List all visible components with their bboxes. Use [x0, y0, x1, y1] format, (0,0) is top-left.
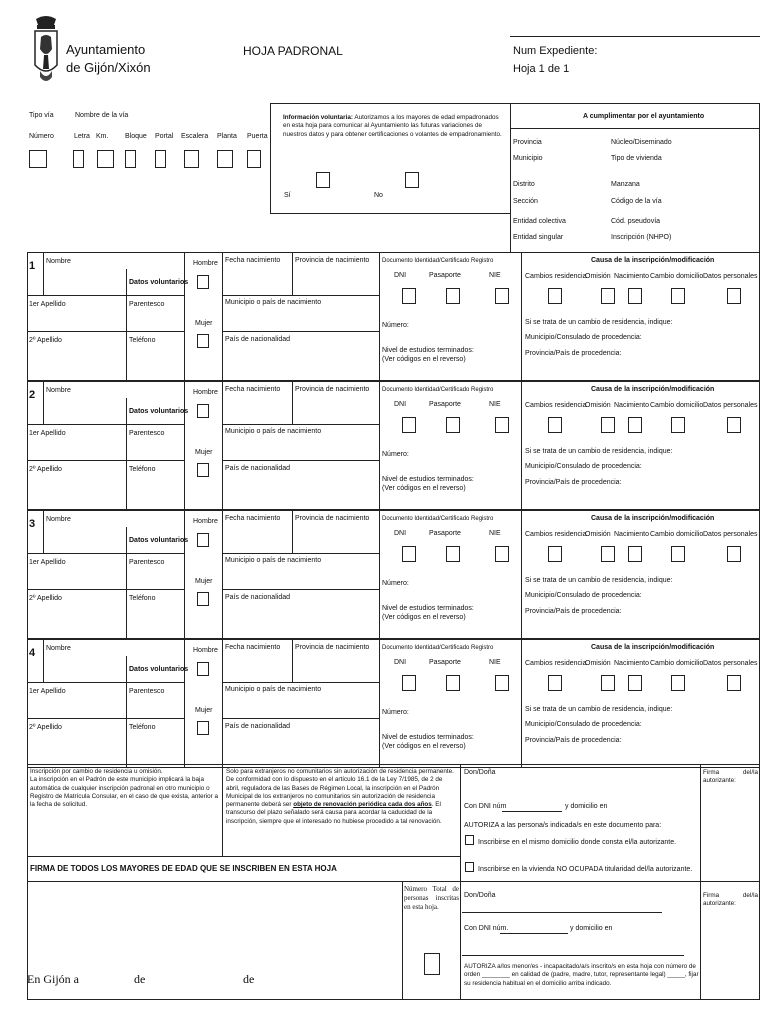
pasaporte-checkbox[interactable] — [446, 417, 460, 433]
dni-line-2[interactable] — [500, 933, 568, 934]
causa-checkbox[interactable] — [628, 546, 642, 562]
numero-label: Número: — [382, 451, 409, 458]
council-field-label: Código de la vía — [611, 198, 662, 205]
person-divider — [379, 381, 380, 510]
expediente-label: Num Expediente: — [513, 45, 598, 57]
person-divider — [43, 381, 44, 424]
causa-option-label: Omisión — [585, 660, 611, 667]
council-field-label: Núcleo/Diseminado — [611, 139, 672, 146]
mujer-label: Mujer — [195, 707, 213, 714]
tipo-via-label: Tipo vía — [29, 112, 54, 119]
causa-option-label: Datos personales — [703, 660, 758, 667]
person-number: 2 — [29, 389, 36, 401]
address-field-label: Km. — [96, 133, 109, 140]
causa-label: Causa de la inscripción/modificación — [591, 644, 715, 651]
option-mismo-domicilio-label: Inscribirse en el mismo domicilio donde consta el/la autorizante. — [478, 839, 677, 846]
fecha-nacimiento-label: Fecha nacimiento — [225, 386, 281, 393]
nie-checkbox[interactable] — [495, 417, 509, 433]
nie-label: NIE — [489, 659, 501, 666]
person-divider — [43, 639, 44, 682]
domicilio-line-2[interactable] — [462, 955, 684, 956]
causa-option-label: Nacimiento — [614, 531, 650, 538]
pais-nacionalidad-label: País de nacionalidad — [225, 723, 290, 730]
telefono-label: Teléfono — [129, 337, 156, 344]
hombre-checkbox[interactable] — [197, 275, 209, 289]
apellido1-label: 1er Apellido — [29, 688, 66, 695]
cambio-residencia-label: Si se trata de un cambio de residencia, indique: — [525, 319, 673, 326]
telefono-label: Teléfono — [129, 466, 156, 473]
person-divider — [222, 252, 223, 381]
autoriza-menores-text: AUTORIZA a/los menor/es - incapacitado/a/s inscrito/s en esta hoja con número de orden ________ en calidad de (padre, madre, tutor, representante legal) _____, fijar su residencia habitual en el domicilio arriba indicado. — [464, 963, 699, 987]
person-rule — [27, 424, 184, 425]
nivel-estudios-note: (Ver códigos en el reverso) — [382, 485, 466, 492]
hombre-label: Hombre — [193, 260, 218, 267]
provincia-procedencia-label: Provincia/País de procedencia: — [525, 608, 622, 615]
pasaporte-checkbox[interactable] — [446, 288, 460, 304]
address-field-input[interactable] — [247, 150, 261, 168]
person-rule — [222, 424, 379, 425]
mujer-label: Mujer — [195, 449, 213, 456]
apellido1-label: 1er Apellido — [29, 559, 66, 566]
causa-option-label: Cambios residencia — [525, 531, 587, 538]
de-label-1: de — [134, 972, 146, 986]
residence-change-note: Inscripción por cambio de residencia u omisión. La inscripción en el Padrón de este municipio implicará la baja automática de cualquier inscripción padronal en otro municipio o Registro de Matrícula Consular, en el caso de que exista, anterior a la fecha de solicitud. — [30, 768, 218, 809]
address-field-input[interactable] — [184, 150, 199, 168]
nie-label: NIE — [489, 530, 501, 537]
person-divider — [184, 252, 185, 381]
option-mismo-domicilio-checkbox[interactable] — [465, 835, 474, 845]
person-number: 3 — [29, 518, 36, 530]
pais-nacionalidad-label: País de nacionalidad — [225, 465, 290, 472]
fecha-nacimiento-label: Fecha nacimiento — [225, 257, 281, 264]
person-divider — [43, 510, 44, 553]
mujer-checkbox[interactable] — [197, 721, 209, 735]
hoja-label: Hoja 1 de 1 — [513, 63, 570, 75]
dni-label: DNI — [394, 272, 407, 279]
causa-checkbox[interactable] — [548, 546, 562, 562]
causa-option-label: Nacimiento — [614, 273, 650, 280]
pasaporte-checkbox[interactable] — [446, 675, 460, 691]
municipio-procedencia-label: Municipio/Consulado de procedencia: — [525, 334, 642, 341]
person-divider — [521, 510, 522, 639]
provincia-procedencia-label: Provincia/País de procedencia: — [525, 479, 622, 486]
causa-checkbox[interactable] — [727, 675, 741, 691]
coat-of-arms-logo — [30, 15, 62, 90]
apellido2-label: 2º Apellido — [29, 595, 62, 602]
pasaporte-label: Pasaporte — [429, 272, 461, 279]
nie-label: NIE — [489, 401, 501, 408]
address-field-label: Número — [29, 133, 54, 140]
dni-checkbox[interactable] — [402, 288, 416, 304]
causa-label: Causa de la inscripción/modificación — [591, 386, 715, 393]
si-label: Sí — [284, 192, 291, 199]
person-rule — [27, 718, 184, 719]
causa-checkbox[interactable] — [671, 675, 685, 691]
de-label-2: de — [243, 972, 255, 986]
person-rule — [222, 295, 379, 296]
person-divider — [521, 252, 522, 381]
address-field-input[interactable] — [217, 150, 233, 168]
address-field-label: Puerta — [247, 133, 268, 140]
person-divider — [184, 381, 185, 510]
dni-num-label-1: Con DNI núm — [464, 803, 507, 810]
don-dona-line-2[interactable] — [462, 912, 662, 913]
numero-label: Número: — [382, 322, 409, 329]
mujer-label: Mujer — [195, 578, 213, 585]
hombre-checkbox[interactable] — [197, 662, 209, 676]
pais-nacionalidad-label: País de nacionalidad — [225, 594, 290, 601]
municipio-procedencia-label: Municipio/Consulado de procedencia: — [525, 463, 642, 470]
person-rule — [27, 331, 184, 332]
person-divider — [292, 639, 293, 682]
domicilio-label-2: y domicilio en — [570, 925, 613, 932]
nombre-label: Nombre — [46, 645, 71, 652]
cambio-residencia-label: Si se trata de un cambio de residencia, indique: — [525, 577, 673, 584]
person-rule — [222, 553, 379, 554]
dni-num-label-2: Con DNI núm. — [464, 925, 509, 932]
causa-label: Causa de la inscripción/modificación — [591, 515, 715, 522]
bottom-divider-3 — [700, 764, 701, 1000]
address-field-label: Letra — [74, 133, 90, 140]
person-divider — [379, 252, 380, 381]
nivel-estudios-note: (Ver códigos en el reverso) — [382, 743, 466, 750]
telefono-label: Teléfono — [129, 595, 156, 602]
org-name-line1: Ayuntamiento — [66, 42, 146, 57]
address-field-input[interactable] — [125, 150, 136, 168]
apellido1-label: 1er Apellido — [29, 301, 66, 308]
person-rule — [27, 295, 184, 296]
numero-total-box[interactable] — [424, 953, 440, 975]
apellido2-label: 2º Apellido — [29, 466, 62, 473]
fecha-nacimiento-label: Fecha nacimiento — [225, 644, 281, 651]
no-label: No — [374, 192, 383, 199]
nie-checkbox[interactable] — [495, 546, 509, 562]
bottom-rule-1 — [27, 856, 460, 857]
person-divider — [292, 510, 293, 553]
person-divider — [521, 639, 522, 768]
cambio-residencia-label: Si se trata de un cambio de residencia, indique: — [525, 448, 673, 455]
voluntary-info-text: Información voluntaria: Autorizamos a los mayores de edad empadronados en esta hoja para comunicar al Ayuntamiento las futuras variaciones de nuestros datos y para obtener certificaciones o volantes de empadronamiento. — [283, 114, 502, 138]
documento-label: Documento Identidad/Certificado Registro — [382, 645, 494, 651]
municipio-nacimiento-label: Municipio o país de nacimiento — [225, 557, 322, 564]
address-field-input[interactable] — [155, 150, 166, 168]
numero-label: Número: — [382, 709, 409, 716]
provincia-nacimiento-label: Provincia de nacimiento — [295, 386, 370, 393]
person-rule — [222, 460, 379, 461]
dni-label: DNI — [394, 659, 407, 666]
municipio-procedencia-label: Municipio/Consulado de procedencia: — [525, 721, 642, 728]
parentesco-label: Parentesco — [129, 688, 165, 695]
don-dona-label-1: Don/Doña — [464, 769, 496, 776]
address-field-label: Bloque — [125, 133, 147, 140]
council-field-label: Entidad colectiva — [513, 218, 566, 225]
telefono-label: Teléfono — [129, 724, 156, 731]
dni-label: DNI — [394, 530, 407, 537]
causa-option-label: Omisión — [585, 273, 611, 280]
causa-option-label: Cambios residencia — [525, 402, 587, 409]
domicilio-label-1: y domicilio en — [565, 803, 608, 810]
nivel-estudios-note: (Ver códigos en el reverso) — [382, 356, 466, 363]
causa-checkbox[interactable] — [548, 675, 562, 691]
documento-label: Documento Identidad/Certificado Registro — [382, 516, 494, 522]
municipio-nacimiento-label: Municipio o país de nacimiento — [225, 686, 322, 693]
header-rule — [510, 36, 760, 37]
dni-line-1[interactable] — [502, 811, 562, 812]
causa-checkbox[interactable] — [727, 417, 741, 433]
person-divider — [126, 656, 127, 768]
non-eu-renewal-note: Solo para extranjeros no comunitarios sin autorización de residencia permanente. De conformidad con lo dispuesto en el artículo 16.1 de la Ley 7/1985, de 2 de abril, reguladora de las Bases de Régimen Local, la inscripción en el Padrón Municipal de los extranjeros no comunitarios sin autorización de residencia permanente deberá ser objeto de renovación periódica cada dos años. El transcurso del plazo señalado será causa para acordar la caducidad de la inscripción, siempre que el interesado no hubiese procedido a tal renovación. — [226, 768, 454, 825]
causa-checkbox[interactable] — [548, 417, 562, 433]
numero-total-label: Número Total de personas inscritas en esta hoja. — [404, 885, 459, 912]
provincia-nacimiento-label: Provincia de nacimiento — [295, 257, 370, 264]
hombre-checkbox[interactable] — [197, 533, 209, 547]
person-divider — [184, 510, 185, 639]
person-rule — [222, 718, 379, 719]
no-checkbox[interactable] — [405, 172, 419, 188]
causa-checkbox[interactable] — [548, 288, 562, 304]
mujer-checkbox[interactable] — [197, 592, 209, 606]
address-field-input[interactable] — [29, 150, 47, 168]
address-field-label: Portal — [155, 133, 174, 140]
bottom-divider-4 — [402, 881, 403, 1000]
causa-checkbox[interactable] — [727, 546, 741, 562]
hombre-checkbox[interactable] — [197, 404, 209, 418]
dni-checkbox[interactable] — [402, 675, 416, 691]
person-divider — [222, 381, 223, 510]
council-title: A cumplimentar por el ayuntamiento — [583, 113, 705, 120]
person-divider — [126, 269, 127, 381]
causa-checkbox[interactable] — [601, 417, 615, 433]
apellido2-label: 2º Apellido — [29, 724, 62, 731]
causa-checkbox[interactable] — [671, 417, 685, 433]
causa-checkbox[interactable] — [628, 675, 642, 691]
council-field-label: Sección — [513, 198, 538, 205]
causa-checkbox[interactable] — [601, 675, 615, 691]
nivel-estudios-label: Nivel de estudios terminados: — [382, 605, 474, 612]
mujer-checkbox[interactable] — [197, 463, 209, 477]
causa-checkbox[interactable] — [671, 546, 685, 562]
council-box — [510, 103, 760, 253]
provincia-nacimiento-label: Provincia de nacimiento — [295, 644, 370, 651]
council-field-label: Municipio — [513, 155, 543, 162]
municipio-procedencia-label: Municipio/Consulado de procedencia: — [525, 592, 642, 599]
person-block — [0, 510, 768, 639]
datos-voluntarios-label: Datos voluntarios — [129, 408, 189, 415]
person-divider — [379, 639, 380, 768]
nie-label: NIE — [489, 272, 501, 279]
datos-voluntarios-label: Datos voluntarios — [129, 279, 189, 286]
council-field-label: Tipo de vivienda — [611, 155, 662, 162]
page-title: HOJA PADRONAL — [243, 44, 343, 58]
fecha-nacimiento-label: Fecha nacimiento — [225, 515, 281, 522]
org-name-line2: de Gijón/Xixón — [66, 60, 151, 75]
council-field-label: Distrito — [513, 181, 535, 188]
pasaporte-label: Pasaporte — [429, 530, 461, 537]
person-divider — [521, 381, 522, 510]
option-no-ocupada-checkbox[interactable] — [465, 862, 474, 872]
person-block — [0, 381, 768, 510]
numero-label: Número: — [382, 580, 409, 587]
firma-todos-heading: FIRMA DE TODOS LOS MAYORES DE EDAD QUE SE INSCRIBEN EN ESTA HOJA — [30, 864, 337, 873]
nombre-via-label: Nombre de la vía — [75, 112, 129, 119]
documento-label: Documento Identidad/Certificado Registro — [382, 387, 494, 393]
person-rule — [27, 553, 184, 554]
causa-option-label: Datos personales — [703, 531, 758, 538]
causa-checkbox[interactable] — [601, 288, 615, 304]
municipio-nacimiento-label: Municipio o país de nacimiento — [225, 299, 322, 306]
person-block — [0, 639, 768, 768]
dni-checkbox[interactable] — [402, 546, 416, 562]
nivel-estudios-label: Nivel de estudios terminados: — [382, 347, 474, 354]
hombre-label: Hombre — [193, 518, 218, 525]
address-field-label: Escalera — [181, 133, 209, 140]
address-field-input[interactable] — [97, 150, 114, 168]
person-divider — [126, 398, 127, 510]
datos-voluntarios-label: Datos voluntarios — [129, 666, 189, 673]
nombre-label: Nombre — [46, 516, 71, 523]
council-field-label: Cód. pseudovía — [611, 218, 661, 225]
municipio-nacimiento-label: Municipio o país de nacimiento — [225, 428, 322, 435]
parentesco-label: Parentesco — [129, 430, 165, 437]
nombre-label: Nombre — [46, 258, 71, 265]
hombre-label: Hombre — [193, 389, 218, 396]
bottom-rule-2 — [27, 881, 760, 882]
address-field-label: Planta — [217, 133, 237, 140]
pasaporte-label: Pasaporte — [429, 401, 461, 408]
pais-nacionalidad-label: País de nacionalidad — [225, 336, 290, 343]
causa-label: Causa de la inscripción/modificación — [591, 257, 715, 264]
person-number: 4 — [29, 647, 36, 659]
causa-option-label: Cambio domicilio — [650, 660, 704, 667]
causa-option-label: Datos personales — [703, 273, 758, 280]
person-divider — [292, 252, 293, 295]
en-gijon-label: En Gijón a — [27, 972, 79, 986]
council-field-label: Entidad singular — [513, 234, 564, 241]
address-field-input[interactable] — [73, 150, 84, 168]
person-block — [0, 252, 768, 381]
bottom-divider-2 — [460, 764, 461, 1000]
nie-checkbox[interactable] — [495, 675, 509, 691]
causa-option-label: Omisión — [585, 402, 611, 409]
pasaporte-checkbox[interactable] — [446, 546, 460, 562]
provincia-procedencia-label: Provincia/País de procedencia: — [525, 350, 622, 357]
council-field-label: Manzana — [611, 181, 640, 188]
nie-checkbox[interactable] — [495, 288, 509, 304]
causa-option-label: Cambios residencia — [525, 273, 587, 280]
person-divider — [126, 527, 127, 639]
causa-option-label: Cambios residencia — [525, 660, 587, 667]
nivel-estudios-label: Nivel de estudios terminados: — [382, 734, 474, 741]
causa-checkbox[interactable] — [628, 417, 642, 433]
pasaporte-label: Pasaporte — [429, 659, 461, 666]
causa-option-label: Nacimiento — [614, 660, 650, 667]
person-divider — [292, 381, 293, 424]
datos-voluntarios-label: Datos voluntarios — [129, 537, 189, 544]
documento-label: Documento Identidad/Certificado Registro — [382, 258, 494, 264]
person-rule — [222, 589, 379, 590]
person-rule — [27, 460, 184, 461]
person-rule — [222, 331, 379, 332]
council-field-label: Inscripción (NHPO) — [611, 234, 672, 241]
dni-checkbox[interactable] — [402, 417, 416, 433]
causa-checkbox[interactable] — [727, 288, 741, 304]
hombre-label: Hombre — [193, 647, 218, 654]
causa-option-label: Nacimiento — [614, 402, 650, 409]
parentesco-label: Parentesco — [129, 559, 165, 566]
don-dona-label-2: Don/Doña — [464, 892, 496, 899]
person-divider — [43, 252, 44, 295]
causa-option-label: Datos personales — [703, 402, 758, 409]
person-divider — [222, 639, 223, 768]
mujer-checkbox[interactable] — [197, 334, 209, 348]
option-no-ocupada-label: Inscribirse en la vivienda NO OCUPADA titularidad del/la autorizante. — [478, 866, 693, 873]
person-number: 1 — [29, 260, 36, 272]
parentesco-label: Parentesco — [129, 301, 165, 308]
causa-checkbox[interactable] — [671, 288, 685, 304]
provincia-nacimiento-label: Provincia de nacimiento — [295, 515, 370, 522]
bottom-divider-1 — [222, 764, 223, 856]
causa-option-label: Cambio domicilio — [650, 273, 704, 280]
mujer-label: Mujer — [195, 320, 213, 327]
firma-autorizante-label-1: Firma del/la autorizante: — [703, 769, 758, 785]
nombre-label: Nombre — [46, 387, 71, 394]
person-divider — [379, 510, 380, 639]
causa-option-label: Cambio domicilio — [650, 402, 704, 409]
person-divider — [184, 639, 185, 768]
causa-checkbox[interactable] — [601, 546, 615, 562]
firma-autorizante-label-2: Firma del/la autorizante: — [703, 892, 758, 908]
causa-option-label: Cambio domicilio — [650, 531, 704, 538]
person-divider — [222, 510, 223, 639]
cambio-residencia-label: Si se trata de un cambio de residencia, indique: — [525, 706, 673, 713]
person-rule — [222, 682, 379, 683]
nivel-estudios-label: Nivel de estudios terminados: — [382, 476, 474, 483]
council-field-label: Provincia — [513, 139, 542, 146]
apellido1-label: 1er Apellido — [29, 430, 66, 437]
council-title-rule — [510, 128, 760, 129]
causa-checkbox[interactable] — [628, 288, 642, 304]
provincia-procedencia-label: Provincia/País de procedencia: — [525, 737, 622, 744]
autoriza-label-1: AUTORIZA a las persona/s indicada/s en este documento para: — [464, 822, 662, 829]
person-rule — [27, 589, 184, 590]
causa-option-label: Omisión — [585, 531, 611, 538]
si-checkbox[interactable] — [316, 172, 330, 188]
apellido2-label: 2º Apellido — [29, 337, 62, 344]
dni-label: DNI — [394, 401, 407, 408]
nivel-estudios-note: (Ver códigos en el reverso) — [382, 614, 466, 621]
person-rule — [27, 682, 184, 683]
